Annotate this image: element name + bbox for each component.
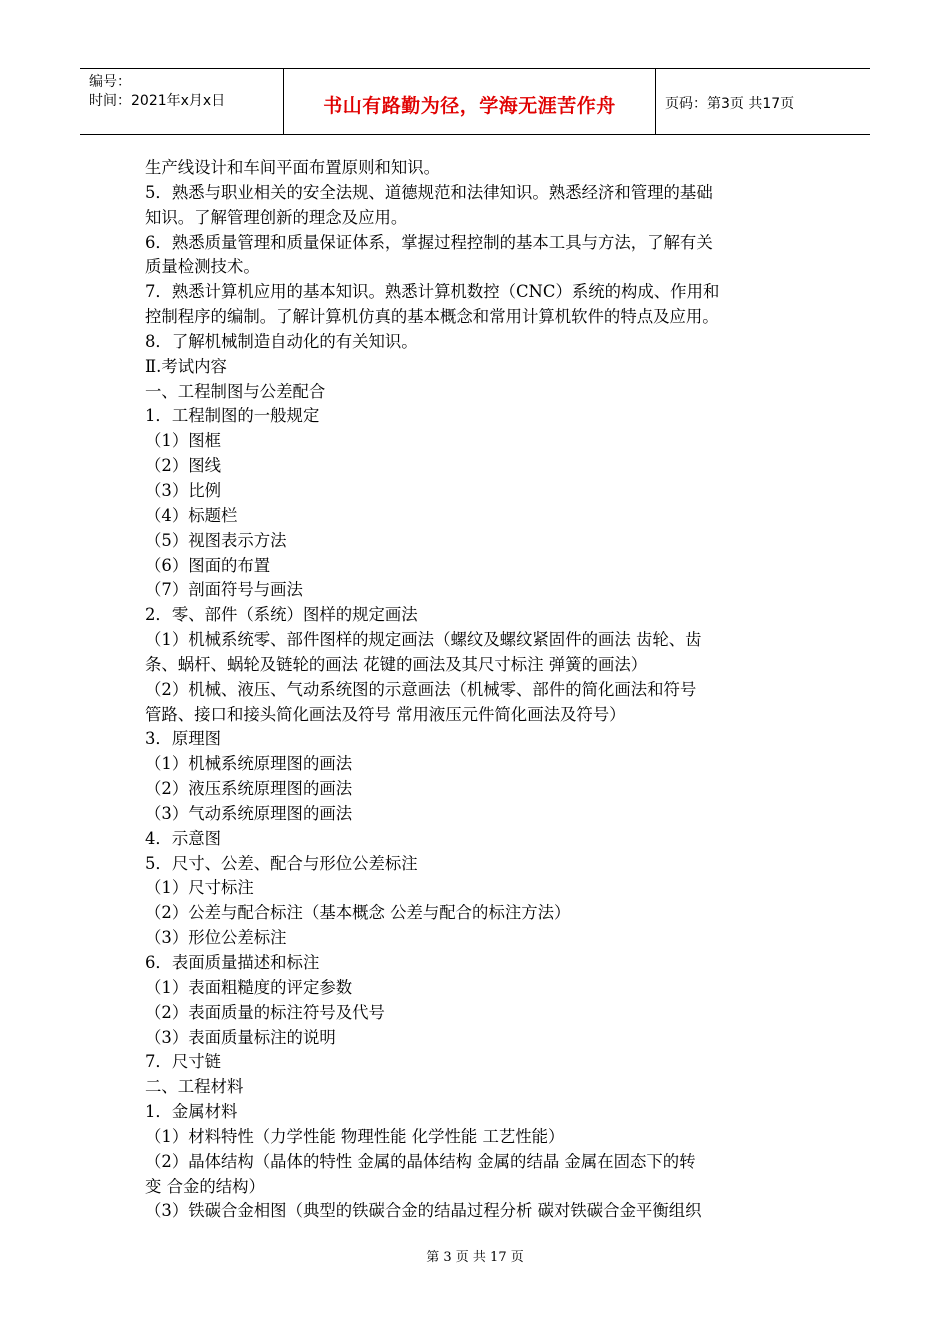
text-line: 8．了解机械制造自动化的有关知识。 <box>145 331 418 351</box>
text-line: Ⅱ.考试内容 <box>145 356 227 376</box>
text-line: 4．示意图 <box>145 828 221 848</box>
text-line: 变 合金的结构） <box>145 1176 265 1196</box>
text-line: （3）形位公差标注 <box>145 928 287 948</box>
text-line: 3．原理图 <box>145 729 221 749</box>
document-number-label: 编号： <box>89 74 131 90</box>
header-page-info: 页码：第3页 共17页 <box>665 95 795 112</box>
document-date-label: 时间：2021年x月x日 <box>89 93 226 109</box>
text-line: 管路、接口和接头简化画法及符号 常用液压元件简化画法及符号） <box>145 704 626 724</box>
text-line: （1）机械系统原理图的画法 <box>145 754 353 774</box>
text-line: 知识。了解管理创新的理念及应用。 <box>145 207 408 227</box>
text-line: （3）气动系统原理图的画法 <box>145 803 353 823</box>
text-line: 6．熟悉质量管理和质量保证体系，掌握过程控制的基本工具与方法，了解有关 <box>145 232 713 252</box>
text-line: （1）材料特性（力学性能 物理性能 化学性能 工艺性能） <box>145 1126 565 1146</box>
text-line: 5．尺寸、公差、配合与形位公差标注 <box>145 853 418 873</box>
text-line: 6．表面质量描述和标注 <box>145 953 320 972</box>
text-line: （2）图线 <box>145 456 221 476</box>
text-line: 7．熟悉计算机应用的基本知识。熟悉计算机数控（CNC）系统的构成、作用和 <box>145 282 720 302</box>
text-line: （2）表面质量的标注符号及代号 <box>145 1002 385 1022</box>
text-line: （3）比例 <box>145 480 221 500</box>
text-line: （1）表面粗糙度的评定参数 <box>145 977 353 997</box>
text-line: 1．金属材料 <box>145 1102 238 1122</box>
header-meta <box>80 69 283 134</box>
text-line: 质量检测技术。 <box>145 257 260 277</box>
text-line: （3）表面质量标注的说明 <box>145 1027 336 1047</box>
text-line: （6）图面的布置 <box>145 555 271 575</box>
text-line: 一、工程制图与公差配合 <box>145 381 326 401</box>
page-footer <box>0 1246 950 1265</box>
text-line: 控制程序的编制。了解计算机仿真的基本概念和常用计算机软件的特点及应用。 <box>145 307 719 327</box>
text-line: （3）铁碳合金相图（典型的铁碳合金的结晶过程分析 碳对铁碳合金平衡组织 <box>145 1201 702 1221</box>
text-line: （1）机械系统零、部件图样的规定画法（螺纹及螺纹紧固件的画法 齿轮、齿 <box>145 630 702 650</box>
text-line: （2）晶体结构（晶体的特性 金属的晶体结构 金属的结晶 金属在固态下的转 <box>145 1151 696 1171</box>
document-body <box>145 156 825 1224</box>
text-line: （1）尺寸标注 <box>145 878 254 898</box>
page-header <box>80 68 870 135</box>
text-line: 2．零、部件（系统）图样的规定画法 <box>145 605 418 625</box>
text-line: 1．工程制图的一般规定 <box>145 406 320 426</box>
text-line: （2）公差与配合标注（基本概念 公差与配合的标注方法） <box>145 903 571 923</box>
text-line: （2）机械、液压、气动系统图的示意画法（机械零、部件的简化画法和符号 <box>145 679 697 699</box>
header-motto-cell <box>283 69 656 134</box>
header-motto: 书山有路勤为径，学海无涯苦作舟 <box>323 95 616 117</box>
text-line: 二、工程材料 <box>145 1077 244 1097</box>
header-page-info-cell <box>656 69 870 134</box>
text-line: （1）图框 <box>145 431 221 451</box>
text-line: （2）液压系统原理图的画法 <box>145 779 353 799</box>
footer-page-number: 第 3 页 共 17 页 <box>426 1250 524 1265</box>
text-line: （5）视图表示方法 <box>145 530 287 550</box>
text-line: （7）剖面符号与画法 <box>145 580 303 600</box>
text-line: 5．熟悉与职业相关的安全法规、道德规范和法律知识。熟悉经济和管理的基础 <box>145 182 713 202</box>
text-line: 条、蜗杆、蜗轮及链轮的画法 花键的画法及其尺寸标注 弹簧的画法） <box>145 654 648 674</box>
text-line: 生产线设计和车间平面布置原则和知识。 <box>145 158 441 177</box>
text-line: （4）标题栏 <box>145 505 238 525</box>
text-line: 7．尺寸链 <box>145 1052 221 1072</box>
